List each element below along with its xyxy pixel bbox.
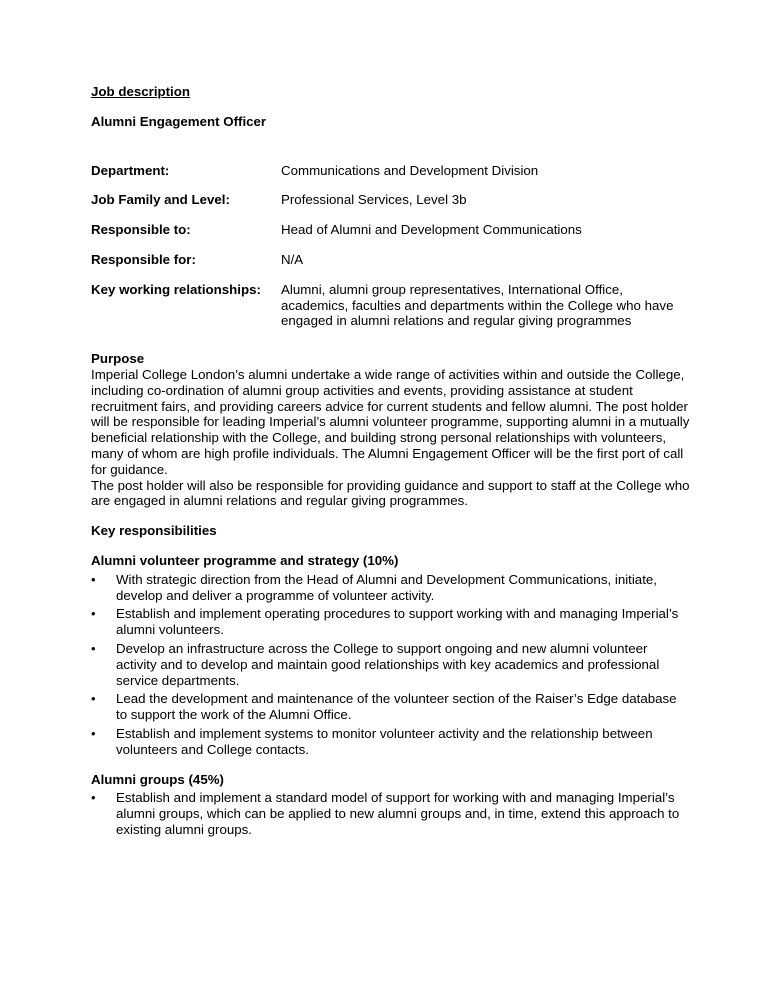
bullet-icon: • (91, 640, 96, 656)
bullet-icon: • (91, 790, 96, 806)
list-item (91, 641, 691, 688)
field-value: Professional Services, Level 3b (281, 192, 467, 208)
bullet-icon: • (91, 691, 96, 707)
field-label: Responsible for: (91, 251, 196, 267)
document-title: Job description (91, 84, 190, 99)
field-value: Head of Alumni and Development Communications (281, 222, 582, 238)
bullet-list (91, 790, 691, 837)
field-label: Department: (91, 162, 170, 178)
section-volunteer-programme (91, 553, 691, 758)
purpose-heading: Purpose (91, 351, 145, 367)
list-item (91, 691, 691, 723)
list-item-text: Establish and implement operating procedures to support working with and managing Imperial’s alumni volunteers. (116, 606, 679, 638)
list-item-text: With strategic direction from the Head of Alumni and Development Communications, initiate, develop and deliver a programme of volunteer activity. (116, 571, 657, 603)
field-row-responsible-to (91, 222, 691, 238)
section-heading: Alumni groups (45%) (91, 771, 224, 787)
field-value: N/A (281, 251, 304, 267)
list-item-text: Establish and implement a standard model of support for working with and managing Imperial’s alumni groups, which can be applied to new alumni groups and, in time, extend this approach to existing alumni groups. (116, 790, 680, 837)
field-row-responsible-for (91, 252, 691, 268)
key-responsibilities-heading: Key responsibilities (91, 523, 217, 539)
field-value: Communications and Development Division (281, 162, 539, 178)
section-alumni-groups (91, 772, 691, 838)
list-item-text: Develop an infrastructure across the College to support ongoing and new alumni volunteer activity and to develop and maintain good relationships with key academics and professional service departments. (116, 640, 660, 688)
list-item-text: Establish and implement systems to monitor volunteer activity and the relationship between volunteers and College contacts. (116, 725, 653, 757)
list-item (91, 726, 691, 758)
role-title: Alumni Engagement Officer (91, 113, 267, 129)
document-body (91, 84, 691, 838)
field-row-job-family (91, 192, 691, 208)
bullet-icon: • (91, 571, 96, 587)
field-label: Job Family and Level: (91, 192, 230, 208)
section-heading: Alumni volunteer programme and strategy (10%) (91, 552, 399, 568)
bullet-list (91, 572, 691, 758)
purpose-section (91, 351, 691, 509)
bullet-icon: • (91, 606, 96, 622)
field-label: Key working relationships: (91, 281, 261, 297)
field-row-key-relationships (91, 282, 691, 329)
field-row-department (91, 163, 691, 179)
list-item (91, 790, 691, 837)
bullet-icon: • (91, 725, 96, 741)
field-value: Alumni, alumni group representatives, International Office, academics, faculties and departments within the College who have engaged in alumni relations and regular giving programmes (281, 281, 674, 329)
list-item-text: Lead the development and maintenance of the volunteer section of the Raiser’s Edge database to support the work of the Alumni Office. (116, 691, 677, 723)
purpose-paragraph-2: The post holder will also be responsible for providing guidance and support to staff at the College who are engaged in alumni relations and regular giving programmes. (91, 477, 690, 509)
field-label: Responsible to: (91, 222, 191, 238)
purpose-paragraph-1: Imperial College London’s alumni undertake a wide range of activities within and outside the College, including co-ordination of alumni group activities and events, providing assistance at student recruitment fairs, and providing careers advice for current students and fellow alumni. The post holder will be responsible for leading Imperial’s alumni volunteer programme, supporting alumni in a mutually beneficial relationship with the College, and building strong personal relationships with volunteers, many of whom are high profile individuals. The Alumni Engagement Officer will be the first port of call for guidance. (91, 366, 690, 477)
list-item (91, 572, 691, 604)
list-item (91, 606, 691, 638)
